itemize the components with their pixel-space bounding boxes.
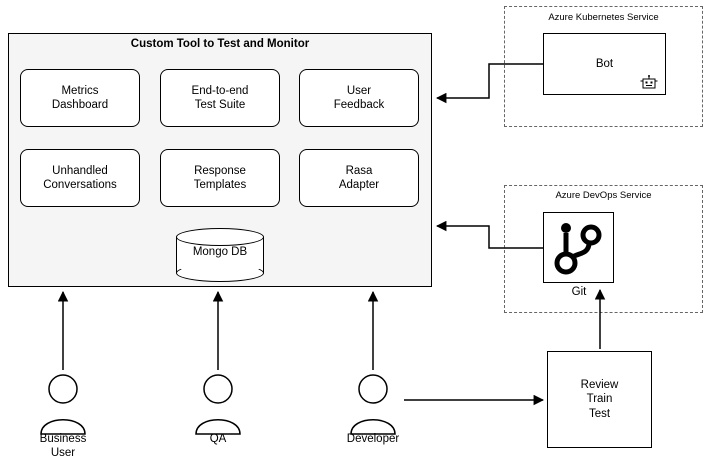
database-mongo-db-label: Mongo DB: [192, 246, 248, 258]
actor-qa-line1: QA: [209, 433, 227, 445]
card-metrics-dashboard-line1: Metrics: [61, 84, 99, 97]
node-git-label: Git: [571, 286, 587, 298]
actor-developer-label: [318, 433, 428, 447]
node-review-train-test[interactable]: [547, 351, 652, 448]
node-bot-label: Bot: [595, 57, 614, 70]
actor-qa-label: [163, 433, 273, 447]
custom-tool-panel-title: Custom Tool to Test and Monitor: [130, 38, 310, 50]
card-unhandled-conversations[interactable]: [20, 149, 140, 207]
card-unhandled-conversations-line2: Conversations: [43, 179, 117, 191]
card-response-templates[interactable]: [160, 149, 280, 207]
card-unhandled-conversations-line1: Unhandled: [52, 164, 108, 177]
card-user-feedback-line2: Feedback: [333, 99, 385, 111]
card-end-to-end-test-suite[interactable]: [160, 69, 280, 127]
card-response-templates-line2: Templates: [193, 179, 247, 191]
cylinder-bottom: [176, 264, 264, 282]
git-icon[interactable]: [543, 212, 614, 283]
actor-developer-line1: Developer: [346, 433, 400, 445]
card-rasa-adapter-line1: Rasa: [345, 164, 373, 177]
review-train-test-line2: Train: [586, 393, 613, 406]
review-train-test-line1: Review: [580, 378, 619, 391]
card-end-to-end-test-suite-line1: End-to-end: [191, 84, 249, 97]
group-label-azure-kubernetes-service: Azure Kubernetes Service: [548, 12, 659, 23]
card-metrics-dashboard[interactable]: [20, 69, 140, 127]
actor-business-user-line2: User: [50, 446, 76, 459]
robot-icon: [640, 75, 658, 91]
review-train-test-line3: Test: [588, 407, 611, 420]
card-response-templates-line1: Response: [194, 164, 246, 177]
card-rasa-adapter[interactable]: [299, 149, 419, 207]
actor-business-user-line1: Business: [39, 433, 87, 445]
card-user-feedback-line1: User: [346, 84, 372, 97]
actor-business-user-label: [8, 433, 118, 461]
group-label-azure-devops-service: Azure DevOps Service: [555, 190, 652, 201]
card-end-to-end-test-suite-line2: Test Suite: [194, 99, 246, 111]
card-rasa-adapter-line2: Adapter: [338, 179, 380, 191]
card-metrics-dashboard-line2: Dashboard: [51, 99, 109, 111]
cylinder-top: [176, 228, 264, 246]
database-mongo-db[interactable]: [176, 228, 264, 282]
card-user-feedback[interactable]: [299, 69, 419, 127]
